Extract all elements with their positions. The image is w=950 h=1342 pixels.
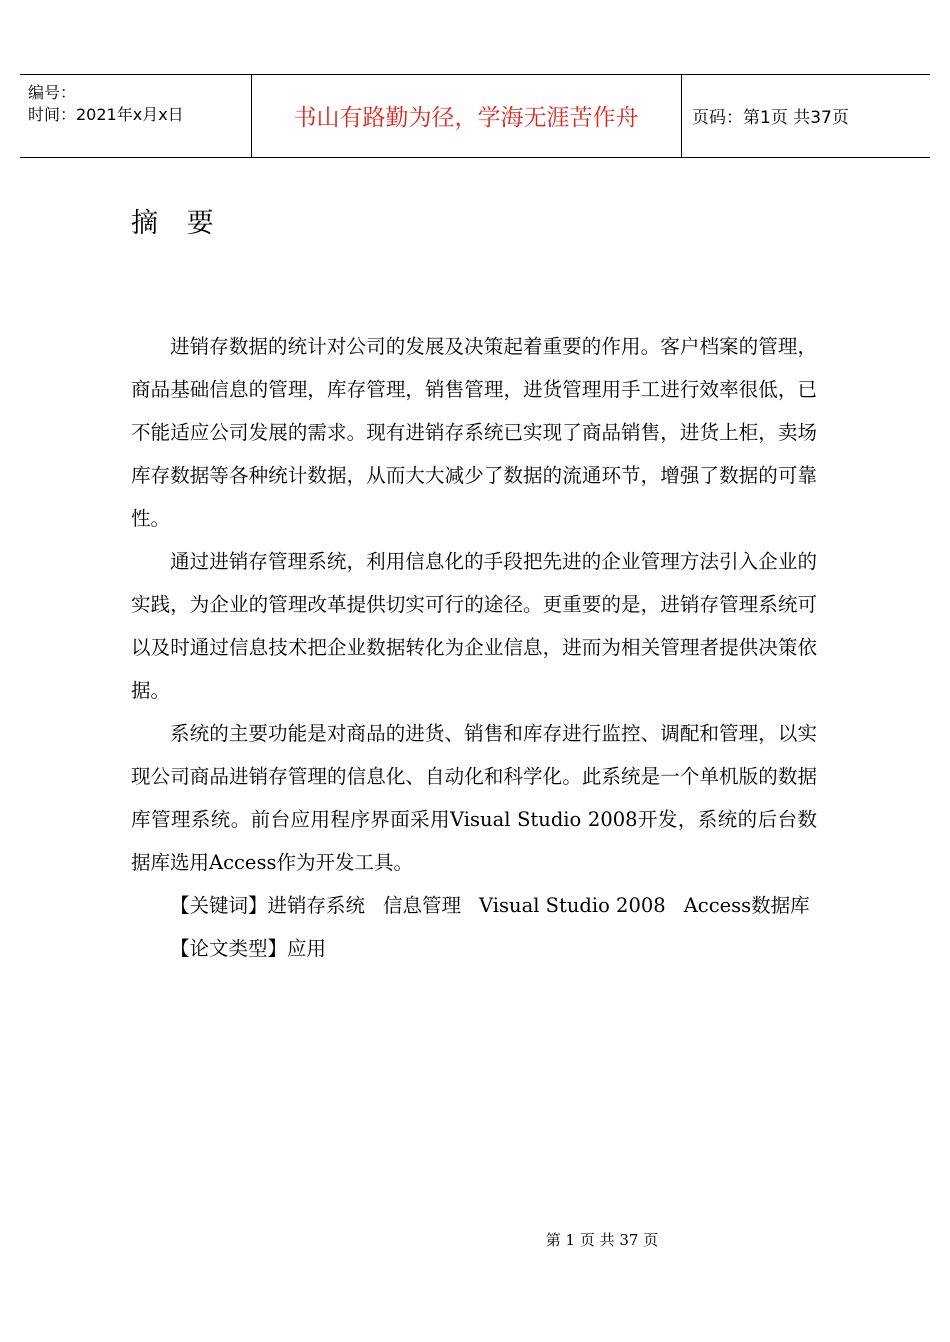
keywords-line [131, 884, 817, 927]
header-motto: 书山有路勤为径，学海无涯苦作舟 [293, 105, 639, 131]
keyword-item: 信息管理 [383, 894, 462, 917]
header-meta-cell [20, 75, 252, 157]
keywords-label: 【关键词】 [170, 894, 268, 917]
abstract-paragraph-2: 通过进销存管理系统，利用信息化的手段把先进的企业管理方法引入企业的实践，为企业的管理改革提供切实可行的途径。更重要的是，进销存管理系统可以及时通过信息技术把企业数据转化为企业信息，进而为相关管理者提供决策依据。 [131, 550, 817, 702]
header-page-info: 页码：第1页 共37页 [692, 108, 849, 128]
abstract-paragraph-3: 系统的主要功能是对商品的进货、销售和库存进行监控、调配和管理，以实现公司商品进销存管理的信息化、自动化和科学化。此系统是一个单机版的数据库管理系统。前台应用程序界面采用Visual Studio 2008开发，系统的后台数据库选用Access作为开发工具。 [131, 722, 817, 874]
header-page-cell [682, 75, 930, 157]
paper-type-label: 【论文类型】 [170, 937, 288, 960]
document-number-label: 编号： [28, 83, 77, 102]
paper-type-line [131, 927, 817, 970]
keyword-item: 进销存系统 [267, 894, 366, 917]
header-motto-cell [251, 75, 682, 157]
page-footer: 第 1 页 共 37 页 [545, 1231, 659, 1249]
abstract-paragraph-1: 进销存数据的统计对公司的发展及决策起着重要的作用。客户档案的管理，商品基础信息的管理，库存管理，销售管理，进货管理用手工进行效率很低，已不能适应公司发展的需求。现有进销存系统已实现了商品销售，进货上柜，卖场库存数据等各种统计数据，从而大大减少了数据的流通环节，增强了数据的可靠性。 [131, 335, 817, 530]
keyword-item: Access数据库 [683, 894, 810, 917]
abstract-title: 摘 要 [131, 208, 224, 239]
page-header [20, 74, 930, 158]
keyword-item: Visual Studio 2008 [479, 894, 666, 917]
abstract-body [131, 325, 817, 970]
paper-type-value: 应用 [287, 937, 327, 960]
document-time-label: 时间：2021年x月x日 [28, 105, 184, 124]
